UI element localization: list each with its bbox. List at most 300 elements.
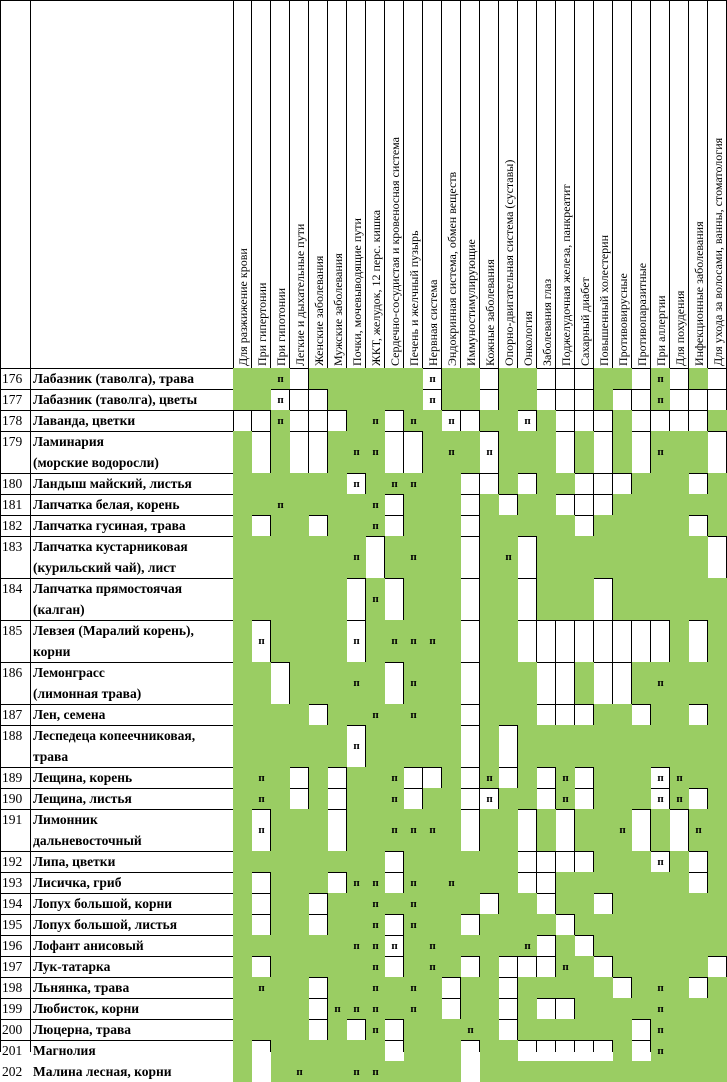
marked-cell: [708, 977, 727, 998]
marked-cell: [385, 536, 404, 578]
marked-cell: [347, 410, 366, 431]
marked-cell: [290, 935, 309, 956]
marked-cell: [499, 431, 518, 473]
marked-cell: [518, 1061, 537, 1082]
marked-cell: [518, 494, 537, 515]
p-mark: п: [486, 446, 493, 458]
marked-cell: [328, 1040, 347, 1061]
marked-cell: [518, 914, 537, 935]
marked-cell: [499, 893, 518, 914]
p-mark: п: [353, 740, 360, 752]
marked-cell: [613, 431, 632, 473]
marked-cell: [290, 956, 309, 977]
marked-cell: [708, 809, 727, 851]
marked-cell: [594, 515, 613, 536]
marked-cell: [613, 515, 632, 536]
marked-cell: [499, 620, 518, 662]
row-number: 183: [2, 539, 23, 554]
p-mark: п: [372, 446, 379, 458]
marked-cell: [290, 851, 309, 872]
marked-cell: [328, 1061, 347, 1082]
herb-name: Лопух большой, листья: [33, 917, 178, 932]
marked-cell: [271, 998, 290, 1019]
row-number: 197: [2, 959, 23, 974]
marked-cell: [366, 368, 385, 389]
marked-cell: [556, 893, 575, 914]
p-mark: п: [410, 477, 417, 490]
marked-cell: [404, 494, 423, 515]
marked-cell: [594, 704, 613, 725]
marked-cell: [518, 389, 537, 410]
marked-cell: [404, 1019, 423, 1040]
marked-cell: [708, 515, 727, 536]
marked-cell: [594, 809, 613, 851]
marked-cell: [556, 977, 575, 998]
marked-cell: [670, 998, 689, 1019]
p-mark: п: [524, 939, 531, 952]
marked-cell: [366, 767, 385, 788]
marked-cell: [271, 935, 290, 956]
p-mark: п: [258, 981, 265, 994]
marked-cell: [385, 368, 404, 389]
marked-cell: [632, 536, 651, 578]
marked-cell: [480, 1061, 499, 1082]
marked-cell: [632, 914, 651, 935]
marked-cell: [537, 473, 556, 494]
marked-cell: [670, 515, 689, 536]
marked-cell: [252, 473, 271, 494]
marked-cell: [233, 788, 252, 809]
marked-cell: [537, 809, 556, 851]
column-header: При аллергии: [654, 295, 668, 366]
marked-cell: [328, 977, 347, 998]
row-number: 186: [2, 665, 23, 680]
marked-cell: [461, 977, 480, 998]
marked-cell: [708, 494, 727, 515]
marked-cell: [366, 851, 385, 872]
marked-cell: [708, 725, 727, 767]
herb-name: Ламинария: [33, 434, 104, 449]
marked-cell: [670, 725, 689, 767]
marked-cell: [328, 473, 347, 494]
marked-cell: [461, 935, 480, 956]
marked-cell: [689, 1019, 708, 1040]
marked-cell: [670, 578, 689, 620]
marked-cell: [575, 893, 594, 914]
marked-cell: [480, 998, 499, 1019]
marked-cell: [480, 809, 499, 851]
herb-name: Люцерна, трава: [33, 1022, 132, 1037]
marked-cell: [670, 620, 689, 662]
marked-cell: [328, 956, 347, 977]
marked-cell: [499, 788, 518, 809]
marked-cell: [689, 431, 708, 473]
marked-cell: [708, 872, 727, 893]
marked-cell: [651, 935, 670, 956]
p-mark: п: [353, 1002, 360, 1015]
p-mark: п: [391, 771, 398, 784]
p-mark: п: [410, 824, 417, 836]
p-mark: п: [410, 1002, 417, 1015]
marked-cell: [613, 494, 632, 515]
marked-cell: [347, 389, 366, 410]
herb-name: корни: [33, 644, 71, 659]
marked-cell: [328, 431, 347, 473]
p-mark: п: [372, 708, 379, 721]
row-number: 189: [2, 770, 23, 785]
p-mark: п: [372, 897, 379, 910]
marked-cell: [499, 914, 518, 935]
marked-cell: [290, 1040, 309, 1061]
marked-cell: [309, 767, 328, 788]
marked-cell: [442, 1040, 461, 1061]
marked-cell: [290, 893, 309, 914]
marked-cell: [328, 494, 347, 515]
marked-cell: [328, 935, 347, 956]
marked-cell: [290, 977, 309, 998]
marked-cell: [499, 851, 518, 872]
marked-cell: [442, 935, 461, 956]
p-mark: п: [353, 1065, 360, 1078]
marked-cell: [651, 893, 670, 914]
column-header: Печень и желчный пузырь: [407, 230, 421, 366]
marked-cell: [442, 1061, 461, 1082]
p-mark: п: [562, 960, 569, 973]
marked-cell: [613, 767, 632, 788]
row-number: 195: [2, 917, 23, 932]
marked-cell: [518, 662, 537, 704]
marked-cell: [385, 998, 404, 1019]
marked-cell: [290, 998, 309, 1019]
row-number: 180: [2, 476, 23, 491]
marked-cell: [442, 788, 461, 809]
marked-cell: [708, 1061, 727, 1082]
p-mark: п: [562, 792, 569, 805]
marked-cell: [404, 935, 423, 956]
marked-cell: [347, 851, 366, 872]
marked-cell: [651, 515, 670, 536]
row-number: 198: [2, 980, 23, 995]
marked-cell: [309, 1040, 328, 1061]
p-mark: п: [372, 960, 379, 973]
marked-cell: [252, 1019, 271, 1040]
marked-cell: [480, 662, 499, 704]
marked-cell: [613, 536, 632, 578]
marked-cell: [670, 704, 689, 725]
marked-cell: [290, 536, 309, 578]
marked-cell: [423, 536, 442, 578]
marked-cell: [651, 914, 670, 935]
marked-cell: [575, 1019, 594, 1040]
marked-cell: [689, 536, 708, 578]
marked-cell: [537, 1019, 556, 1040]
marked-cell: [480, 956, 499, 977]
marked-cell: [537, 914, 556, 935]
marked-cell: [689, 578, 708, 620]
marked-cell: [309, 662, 328, 704]
p-mark: п: [410, 876, 417, 889]
marked-cell: [499, 1061, 518, 1082]
marked-cell: [328, 389, 347, 410]
herb-name: Леспедеца копеечниковая,: [33, 728, 196, 743]
row-number: 178: [2, 413, 23, 428]
p-mark: п: [448, 876, 455, 889]
marked-cell: [480, 725, 499, 767]
row-number: 181: [2, 497, 23, 512]
marked-cell: [442, 536, 461, 578]
p-mark: п: [410, 677, 417, 689]
marked-cell: [651, 536, 670, 578]
p-mark: п: [410, 635, 417, 647]
marked-cell: [461, 431, 480, 473]
column-header: Заболевания глаз: [540, 278, 554, 366]
marked-cell: [347, 977, 366, 998]
marked-cell: [632, 662, 651, 704]
marked-cell: [233, 473, 252, 494]
herb-name: Лофант анисовый: [33, 938, 144, 953]
p-mark: п: [353, 939, 360, 952]
p-mark: п: [429, 960, 436, 973]
herb-name: Малина лесная, корни: [33, 1064, 172, 1079]
marked-cell: [328, 914, 347, 935]
marked-cell: [594, 1061, 613, 1082]
marked-cell: [423, 515, 442, 536]
marked-cell: [461, 998, 480, 1019]
herb-name: (калган): [33, 602, 85, 617]
p-mark: п: [410, 708, 417, 721]
column-header: Противопаразитные: [635, 262, 649, 366]
row-number: 202: [2, 1064, 23, 1079]
marked-cell: [575, 914, 594, 935]
marked-cell: [271, 956, 290, 977]
p-mark: п: [657, 372, 664, 385]
marked-cell: [689, 368, 708, 389]
row-number: 193: [2, 875, 23, 890]
p-mark: п: [296, 1065, 303, 1078]
marked-cell: [423, 473, 442, 494]
p-mark: п: [372, 519, 379, 532]
marked-cell: [480, 1019, 499, 1040]
marked-cell: [689, 725, 708, 767]
marked-cell: [290, 1019, 309, 1040]
marked-cell: [233, 536, 252, 578]
marked-cell: [328, 578, 347, 620]
marked-cell: [632, 473, 651, 494]
row-number: 190: [2, 791, 23, 806]
herb-name: Льнянка, трава: [33, 980, 130, 995]
p-mark: п: [258, 635, 265, 647]
marked-cell: [309, 368, 328, 389]
p-mark: п: [277, 498, 284, 511]
marked-cell: [480, 935, 499, 956]
marked-cell: [442, 893, 461, 914]
p-mark: п: [391, 477, 398, 490]
marked-cell: [537, 515, 556, 536]
column-header: Иммуностимулирующие: [464, 239, 478, 366]
marked-cell: [461, 851, 480, 872]
p-mark: п: [657, 1002, 664, 1015]
marked-cell: [518, 368, 537, 389]
marked-cell: [689, 767, 708, 788]
marked-cell: [632, 998, 651, 1019]
marked-cell: [575, 662, 594, 704]
marked-cell: [271, 620, 290, 662]
row-number: 176: [2, 371, 23, 386]
column-header: Сердечно-сосудистая и кровеносная система: [388, 136, 402, 366]
marked-cell: [233, 977, 252, 998]
marked-cell: [233, 704, 252, 725]
marked-cell: [575, 809, 594, 851]
marked-cell: [499, 704, 518, 725]
marked-cell: [347, 788, 366, 809]
marked-cell: [708, 1019, 727, 1040]
marked-cell: [480, 914, 499, 935]
marked-cell: [271, 515, 290, 536]
marked-cell: [233, 1061, 252, 1082]
marked-cell: [290, 662, 309, 704]
marked-cell: [594, 725, 613, 767]
column-header: Кожные заболевания: [483, 259, 497, 366]
marked-cell: [632, 578, 651, 620]
marked-cell: [271, 851, 290, 872]
marked-cell: [613, 725, 632, 767]
marked-cell: [233, 578, 252, 620]
p-mark: п: [486, 792, 493, 805]
marked-cell: [689, 956, 708, 977]
row-number: 194: [2, 896, 23, 911]
marked-cell: [404, 368, 423, 389]
marked-cell: [632, 515, 651, 536]
marked-cell: [670, 851, 689, 872]
marked-cell: [575, 956, 594, 977]
marked-cell: [689, 893, 708, 914]
herb-name: Лещина, листья: [33, 791, 132, 806]
marked-cell: [347, 704, 366, 725]
row-number: 188: [2, 728, 23, 743]
marked-cell: [670, 1061, 689, 1082]
marked-cell: [537, 578, 556, 620]
marked-cell: [328, 620, 347, 662]
marked-cell: [233, 767, 252, 788]
marked-cell: [347, 956, 366, 977]
marked-cell: [670, 1019, 689, 1040]
marked-cell: [556, 1061, 575, 1082]
marked-cell: [309, 872, 328, 893]
herb-name: Лемонграсс: [33, 665, 105, 680]
marked-cell: [556, 578, 575, 620]
marked-cell: [594, 1019, 613, 1040]
marked-cell: [689, 935, 708, 956]
marked-cell: [613, 956, 632, 977]
marked-cell: [385, 1061, 404, 1082]
herb-name: Левзея (Маралий корень),: [33, 623, 194, 638]
p-mark: п: [676, 771, 683, 784]
p-mark: п: [410, 897, 417, 910]
marked-cell: [366, 809, 385, 851]
p-mark: п: [372, 498, 379, 511]
marked-cell: [385, 725, 404, 767]
p-mark: п: [372, 876, 379, 889]
marked-cell: [518, 998, 537, 1019]
herb-name: Лаванда, цветки: [33, 413, 136, 428]
p-mark: п: [258, 824, 265, 836]
marked-cell: [423, 1040, 442, 1061]
p-mark: п: [429, 635, 436, 647]
marked-cell: [366, 788, 385, 809]
marked-cell: [518, 893, 537, 914]
column-header: Нервная система: [426, 279, 440, 366]
marked-cell: [309, 1061, 328, 1082]
marked-cell: [689, 1061, 708, 1082]
column-header: При гипотонии: [274, 287, 288, 366]
marked-cell: [290, 914, 309, 935]
marked-cell: [233, 1019, 252, 1040]
p-mark: п: [429, 939, 436, 952]
p-mark: п: [410, 918, 417, 931]
marked-cell: [404, 389, 423, 410]
column-header: Для разжижение крови: [236, 248, 250, 366]
marked-cell: [613, 872, 632, 893]
marked-cell: [518, 704, 537, 725]
column-header: Поджелудочная железа, панкреатит: [559, 184, 573, 366]
marked-cell: [423, 998, 442, 1019]
marked-cell: [233, 1040, 252, 1061]
marked-cell: [442, 578, 461, 620]
marked-cell: [442, 389, 461, 410]
p-mark: п: [334, 1002, 341, 1015]
p-mark: п: [372, 414, 379, 427]
column-header: Для похудения: [673, 290, 687, 366]
marked-cell: [651, 725, 670, 767]
marked-cell: [670, 494, 689, 515]
marked-cell: [651, 578, 670, 620]
marked-cell: [518, 767, 537, 788]
marked-cell: [594, 914, 613, 935]
herb-name: Ландыш майский, листья: [33, 476, 192, 491]
herb-name: (лимонная трава): [33, 686, 142, 701]
marked-cell: [442, 473, 461, 494]
marked-cell: [309, 956, 328, 977]
marked-cell: [689, 662, 708, 704]
marked-cell: [575, 578, 594, 620]
marked-cell: [480, 620, 499, 662]
herb-name: Лен, семена: [33, 707, 106, 722]
marked-cell: [233, 956, 252, 977]
marked-cell: [708, 704, 727, 725]
p-mark: п: [448, 414, 455, 427]
marked-cell: [366, 662, 385, 704]
marked-cell: [309, 578, 328, 620]
p-mark: п: [353, 635, 360, 647]
marked-cell: [328, 515, 347, 536]
marked-cell: [309, 536, 328, 578]
marked-cell: [404, 1061, 423, 1082]
marked-cell: [347, 914, 366, 935]
marked-cell: [423, 662, 442, 704]
marked-cell: [423, 1019, 442, 1040]
marked-cell: [347, 368, 366, 389]
marked-cell: [423, 494, 442, 515]
p-mark: п: [353, 876, 360, 889]
herb-name: Липа, цветки: [33, 854, 116, 869]
marked-cell: [708, 935, 727, 956]
p-mark: п: [277, 414, 284, 427]
marked-cell: [385, 893, 404, 914]
marked-cell: [537, 410, 556, 431]
marked-cell: [423, 977, 442, 998]
column-header: Сахарный диабет: [578, 277, 592, 366]
marked-cell: [613, 788, 632, 809]
